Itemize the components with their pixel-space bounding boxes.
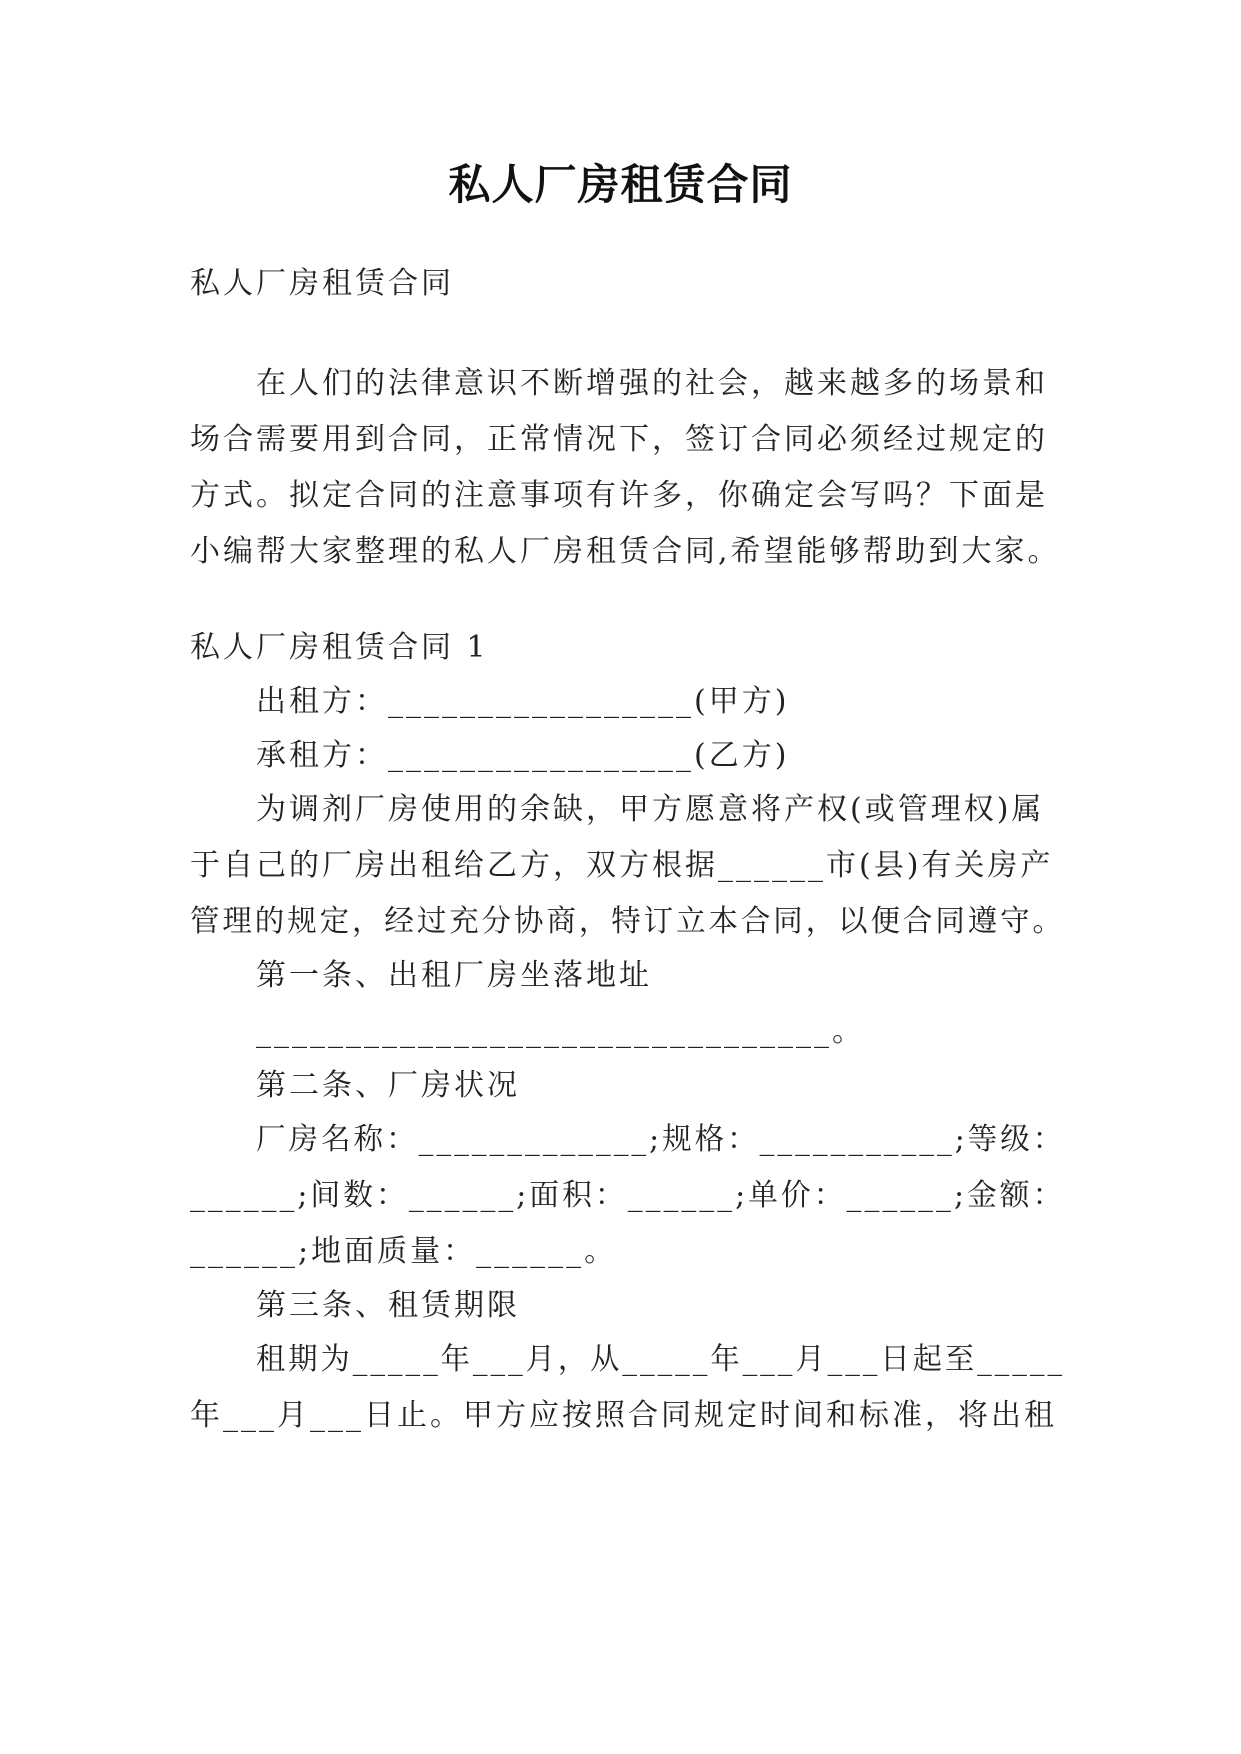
- article-2-line-1: 厂房名称：_____________;规格：___________;等级：: [256, 1122, 1066, 1157]
- purpose-line-1: 为调剂厂房使用的余缺，甲方愿意将产权(或管理权)属: [256, 792, 1045, 827]
- purpose-line-2: 于自己的厂房出租给乙方，双方根据______市(县)有关房产: [190, 848, 1054, 883]
- article-2-line-2: ______;间数：______;面积：______;单价：______;金额：: [190, 1178, 1066, 1213]
- article-1-blank: ________________________________。: [256, 1014, 865, 1049]
- article-3-line-1: 租期为_____年___月，从_____年___月___日起至_____: [256, 1342, 1066, 1377]
- section-heading: 私人厂房租赁合同 1: [190, 630, 489, 665]
- lessor-line: 出租方：_________________(甲方): [256, 684, 790, 719]
- intro-line-3: 方式。拟定合同的注意事项有许多，你确定会写吗？下面是: [190, 478, 1048, 513]
- article-3-heading: 第三条、租赁期限: [256, 1288, 520, 1323]
- article-2-heading: 第二条、厂房状况: [256, 1068, 520, 1103]
- intro-line-4: 小编帮大家整理的私人厂房租赁合同,希望能够帮助到大家。: [190, 534, 1061, 569]
- article-3-line-2: 年___月___日止。甲方应按照合同规定时间和标准，将出租: [190, 1398, 1057, 1433]
- article-2-line-3: ______;地面质量：______。: [190, 1234, 618, 1269]
- intro-line-1: 在人们的法律意识不断增强的社会，越来越多的场景和: [256, 366, 1048, 401]
- article-1-heading: 第一条、出租厂房坐落地址: [256, 958, 652, 993]
- intro-line-2: 场合需要用到合同，正常情况下，签订合同必须经过规定的: [190, 422, 1048, 457]
- lessee-line: 承租方：_________________(乙方): [256, 738, 790, 773]
- document-subtitle: 私人厂房租赁合同: [190, 266, 454, 301]
- purpose-line-3: 管理的规定，经过充分协商，特订立本合同，以便合同遵守。: [190, 904, 1065, 939]
- document-title: 私人厂房租赁合同: [448, 160, 793, 209]
